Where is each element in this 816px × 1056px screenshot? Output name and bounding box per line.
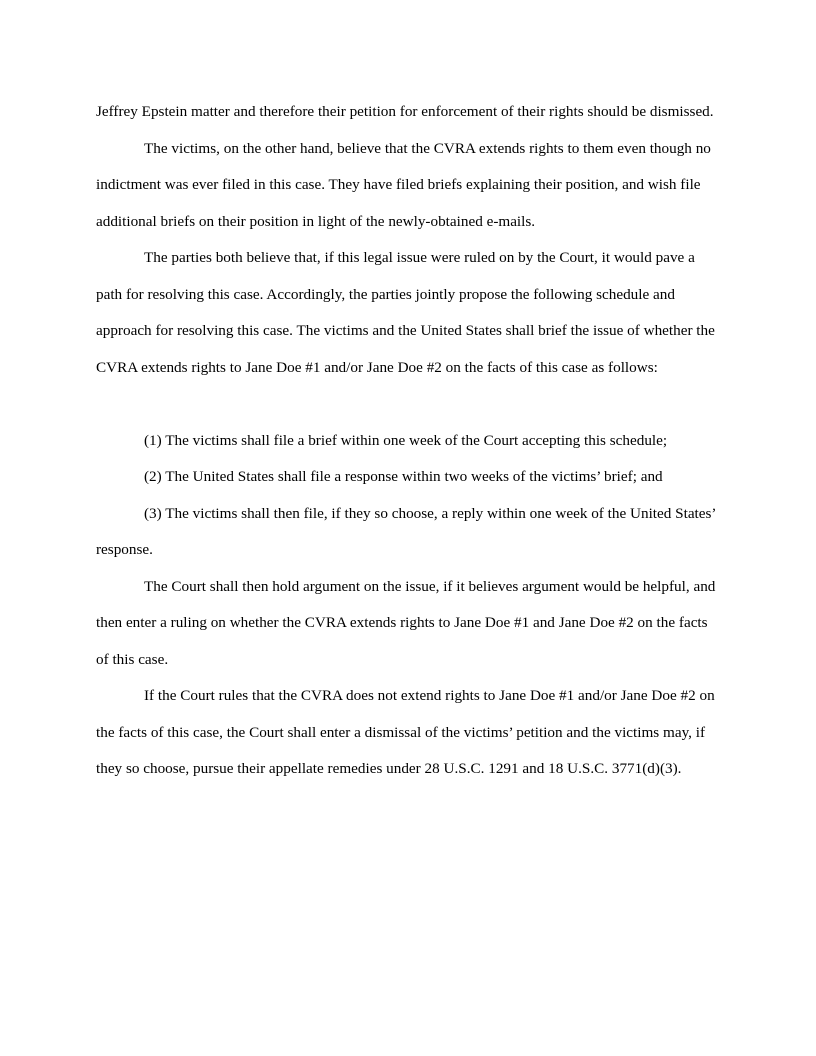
schedule-item-1: (1) The victims shall file a brief within one week of the Court accepting this schedule; [144, 431, 668, 449]
paragraph-court-argument: The Court shall then hold argument on the issue, if it believes argument would be helpful, and then enter a ruling on whether the CVRA extends rights to Jane Doe #1 and Jane Doe #2 on the facts of this case. [96, 577, 716, 668]
paragraph-joint-proposal: The parties both believe that, if this legal issue were ruled on by the Court, it would pave a path for resolving this case. Accordingly, the parties jointly propose the following schedule and approach for resolving this case. The victims and the United States shall brief the issue of whether the CVRA extends rights to Jane Doe #1 and/or Jane Doe #2 on the facts of this case as follows: [96, 249, 715, 376]
schedule-item-2: (2) The United States shall file a response within two weeks of the victims’ brief; and [144, 468, 663, 485]
document-page [96, 94, 722, 788]
paragraph-dismissal: If the Court rules that the CVRA does not extend rights to Jane Doe #1 and/or Jane Doe #2 on the facts of this case, the Court shall enter a dismissal of the victims’ petition and the victims may, if they so choose, pursue their appellate remedies under 28 U.S.C. 1291 and 18 U.S.C. 3771(d)(3). [96, 687, 715, 777]
paragraph-victims-position: The victims, on the other hand, believe that the CVRA extends rights to them even though no indictment was ever filed in this case. They have filed briefs explaining their position, and wish file additional briefs on their position in light of the newly-obtained e-mails. [96, 139, 711, 230]
paragraph-continuation: Jeffrey Epstein matter and therefore their petition for enforcement of their rights should be dismissed. [96, 103, 714, 120]
paragraph-spacer [96, 386, 722, 423]
schedule-item-3: (3) The victims shall then file, if they so choose, a reply within one week of the United States’ response. [96, 504, 716, 558]
